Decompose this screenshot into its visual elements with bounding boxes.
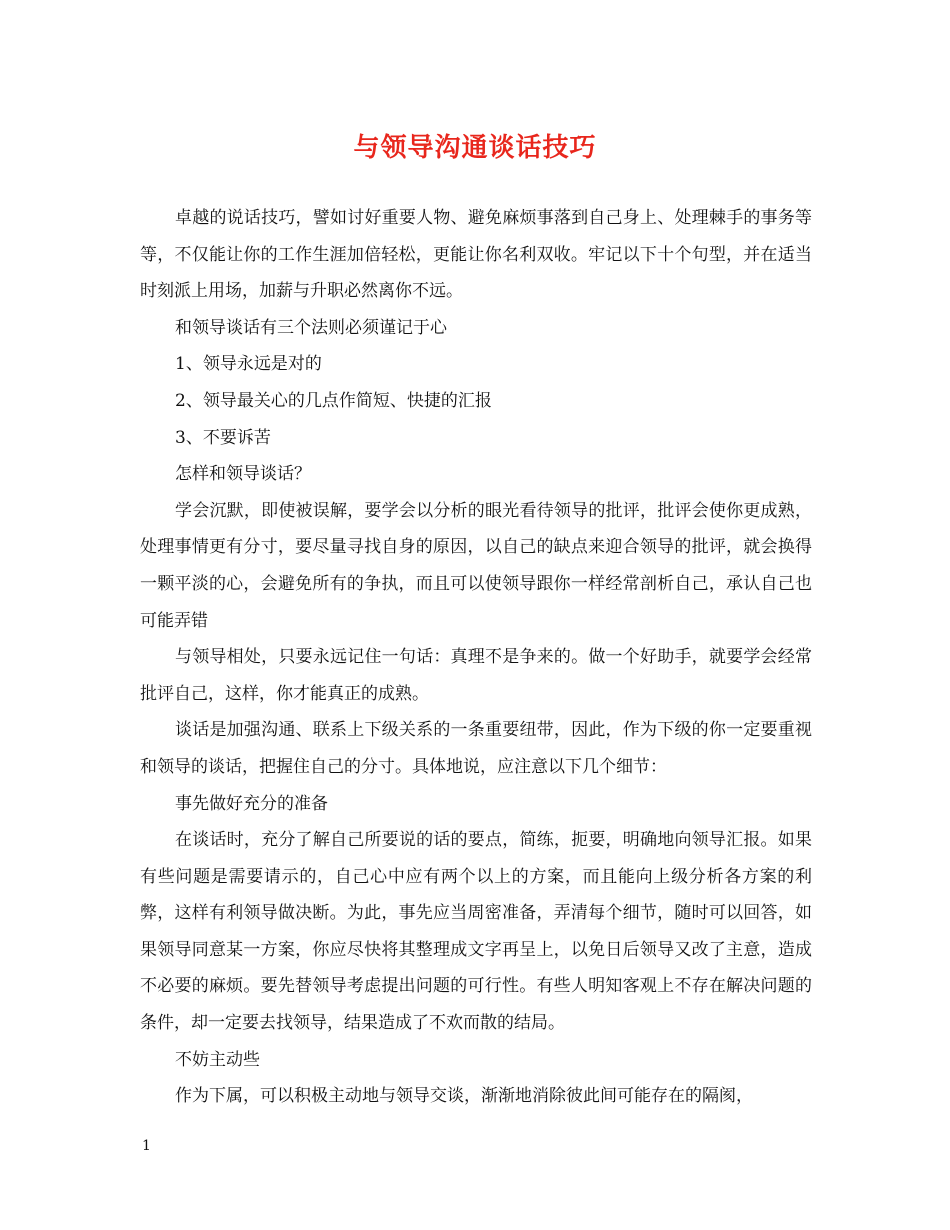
paragraph: 作为下属，可以积极主动地与领导交谈，渐渐地消除彼此间可能存在的隔阂， [175, 1086, 753, 1107]
page-number: 1 [142, 1138, 151, 1154]
paragraph: 1、领导永远是对的 [175, 354, 322, 375]
paragraph: 3、不要诉苦 [175, 427, 271, 448]
paragraph: 和领导谈话有三个法则必须谨记于心 [175, 317, 447, 338]
paragraph: 谈话是加强沟通、联系上下级关系的一条重要纽带，因此，作为下级的你一定要重视和领导的谈话，把握住自己的分寸。具体地说，应注意以下几个细节： [140, 720, 812, 777]
paragraph: 怎样和领导谈话？ [175, 464, 311, 485]
paragraph: 卓越的说话技巧，譬如讨好重要人物、避免麻烦事落到自己身上、处理棘手的事务等等，不仅能让你的工作生涯加倍轻松，更能让你名利双收。牢记以下十个句型，并在适当时刻派上用场，加薪与升职必然离你不远。 [140, 208, 812, 302]
document-title: 与领导沟通谈话技巧 [353, 133, 597, 163]
document-body [140, 200, 812, 1115]
paragraph: 不妨主动些 [175, 1049, 260, 1070]
paragraph: 2、领导最关心的几点作简短、快捷的汇报 [175, 390, 492, 411]
paragraph: 与领导相处，只要永远记住一句话：真理不是争来的。做一个好助手，就要学会经常批评自己，这样，你才能真正的成熟。 [140, 647, 812, 704]
paragraph: 在谈话时，充分了解自己所要说的话的要点，简练，扼要，明确地向领导汇报。如果有些问题是需要请示的，自己心中应有两个以上的方案，而且能向上级分析各方案的利弊，这样有利领导做决断。为此，事先应当周密准备，弄清每个细节，随时可以回答，如果领导同意某一方案，你应尽快将其整理成文字再呈上，以免日后领导又改了主意，造成不必要的麻烦。要先替领导考虑提出问题的可行性。有些人明知客观上不存在解决问题的条件，却一定要去找领导，结果造成了不欢而散的结局。 [140, 830, 812, 1034]
paragraph: 学会沉默，即使被误解，要学会以分析的眼光看待领导的批评，批评会使你更成熟，处理事情更有分寸，要尽量寻找自身的原因，以自己的缺点来迎合领导的批评，就会换得一颗平淡的心，会避免所有的争执，而且可以使领导跟你一样经常剖析自己，承认自己也可能弄错 [140, 500, 812, 631]
paragraph: 事先做好充分的准备 [175, 793, 328, 814]
